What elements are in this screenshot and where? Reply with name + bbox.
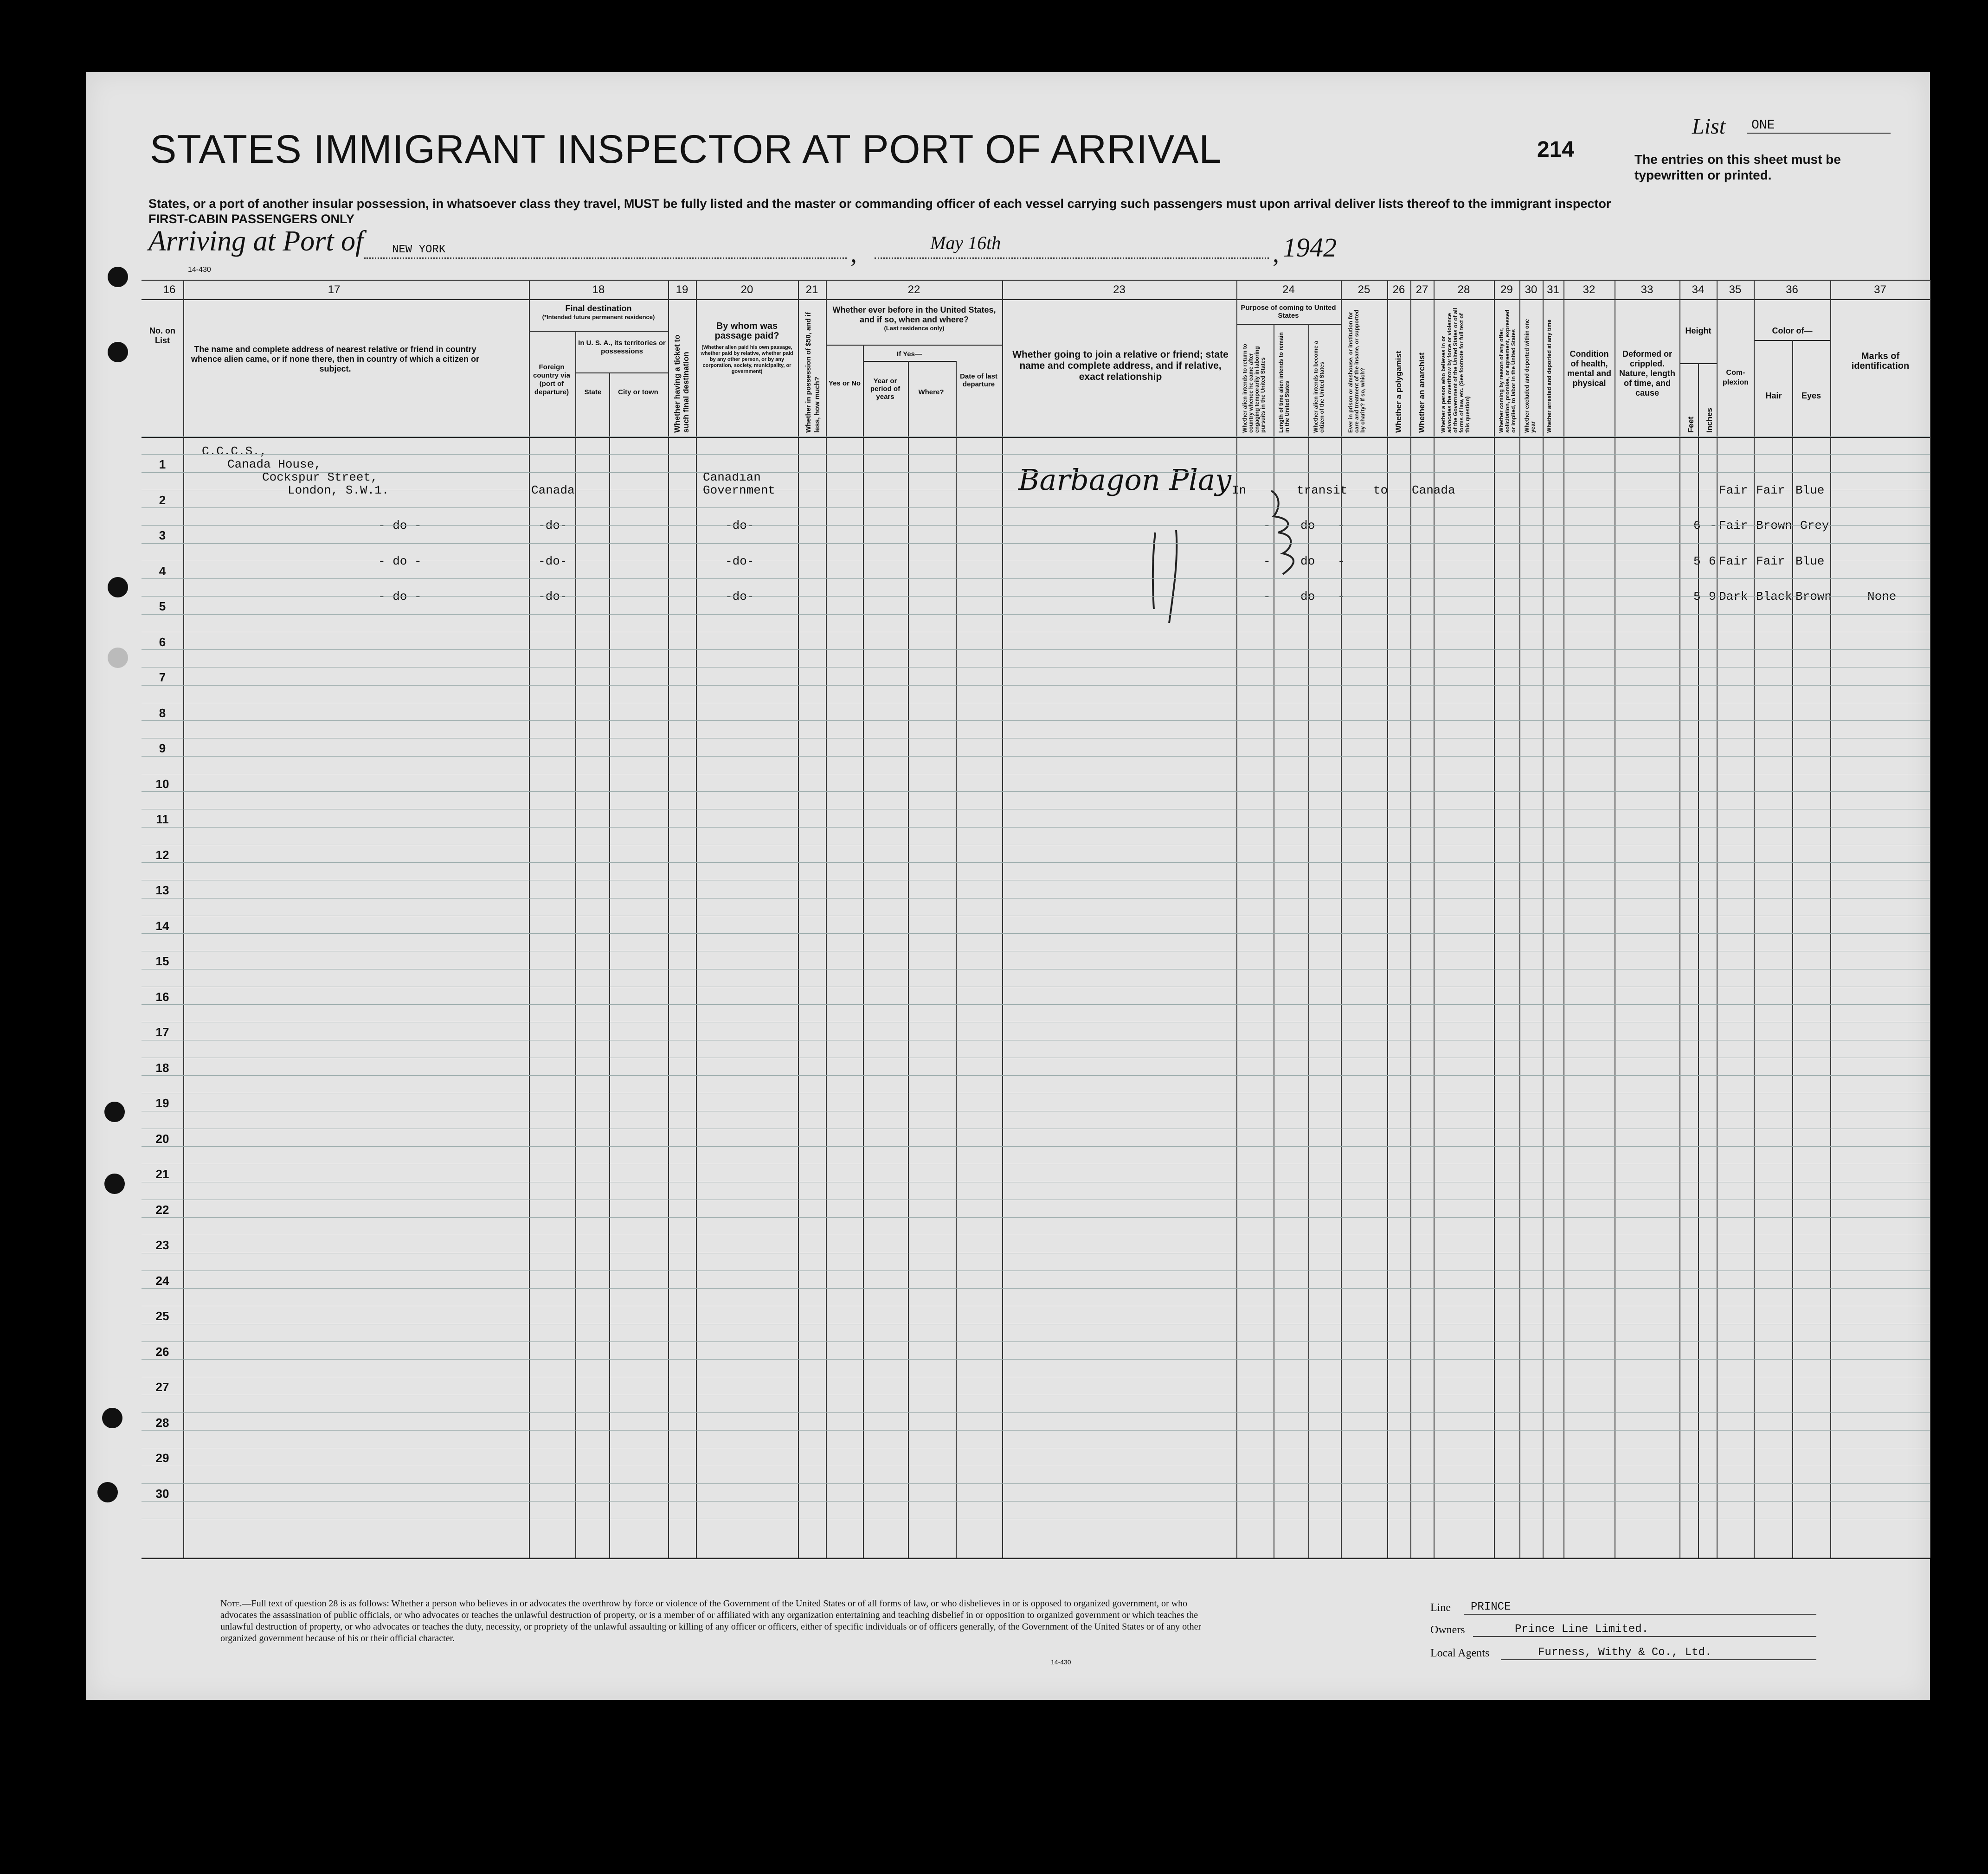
r1-foreign-country: Canada	[531, 483, 575, 497]
r4-marks: None	[1867, 590, 1897, 603]
r4-feet: 5	[1693, 590, 1701, 603]
column-divider	[668, 280, 669, 1558]
row-number: 21	[155, 1167, 169, 1181]
form-number: 14-430	[188, 266, 211, 274]
binding-hole	[108, 342, 128, 362]
header-anarchist: Whether an anarchist	[1417, 353, 1426, 433]
binding-hole	[97, 1482, 118, 1502]
r4-paid-ditto: -do-	[725, 590, 754, 603]
agents-value: Furness, Withy & Co., Ltd.	[1538, 1646, 1712, 1659]
subheading	[148, 196, 1679, 227]
header-where: Where?	[918, 388, 944, 396]
row-number: 22	[155, 1202, 169, 1217]
r2-dash-2: -	[1338, 519, 1345, 533]
row-rule	[142, 1004, 1930, 1005]
col-num-32: 32	[1583, 283, 1596, 296]
row-number: 25	[155, 1309, 169, 1323]
column-divider	[609, 372, 610, 1558]
r2-dash-1: -	[1263, 519, 1271, 533]
column-divider	[529, 280, 530, 1558]
column-divider	[1930, 280, 1931, 1558]
row-rule	[142, 1483, 1930, 1484]
column-divider	[798, 280, 799, 1558]
owners-value: Prince Line Limited.	[1515, 1623, 1649, 1636]
header-ever-before	[827, 305, 1001, 332]
header-in-usa: In U. S. A., its territories or possessions	[578, 339, 666, 355]
header-ever-before-note: (Last residence only)	[884, 325, 945, 332]
manifest-sheet	[86, 72, 1930, 1700]
header-eyes: Eyes	[1801, 391, 1821, 400]
row-number: 15	[155, 954, 169, 968]
row-number: 10	[155, 777, 169, 791]
row-rule	[142, 1501, 1930, 1502]
comma-separator: ,	[1273, 239, 1279, 268]
header-ticket: Whether having a ticket to such final destination	[673, 334, 690, 433]
page-title: STATES IMMIGRANT INSPECTOR AT PORT OF ARRIVAL	[150, 127, 1222, 172]
col-num-37: 37	[1874, 283, 1886, 296]
column-divider	[575, 331, 576, 1558]
row-rule	[142, 685, 1930, 686]
row-number: 1	[159, 457, 166, 471]
r3-eyes: Blue	[1795, 554, 1825, 568]
col-num-23: 23	[1113, 283, 1126, 296]
comma-separator: ,	[850, 239, 857, 268]
col-num-35: 35	[1729, 283, 1742, 296]
r2-paid-ditto: -do-	[725, 519, 754, 533]
row-number: 19	[155, 1096, 169, 1110]
r3-country-ditto: -do-	[538, 554, 567, 568]
row-number: 12	[155, 847, 169, 862]
list-label: List	[1692, 114, 1726, 139]
row-rule	[142, 596, 1930, 597]
r2-hair: Brown	[1756, 519, 1793, 533]
row-rule	[142, 525, 1930, 526]
header-final-destination-text: Final destination	[565, 304, 632, 313]
row-rule	[142, 720, 1930, 721]
col-num-18: 18	[592, 283, 605, 296]
subheading-text: States, or a port of another insular possession, in whatsoever class they travel, MUST be fully listed and the master or commanding officer of each vessel carrying such passengers must upon arrival deliver lists thereof to the immigrant inspector	[148, 197, 1611, 211]
column-divider	[1830, 280, 1831, 1558]
row-rule	[142, 543, 1930, 544]
binding-hole	[104, 1102, 125, 1122]
header-state: State	[584, 388, 602, 396]
col-num-26: 26	[1392, 283, 1405, 296]
col-num-16: 16	[163, 283, 176, 296]
header-length-of-time: Length of time alien intends to remain in the United States	[1278, 332, 1290, 433]
col-num-22: 22	[907, 283, 920, 296]
row-number: 8	[159, 706, 166, 720]
header-complexion: Com-plexion	[1722, 369, 1749, 386]
table-bottom-rule	[142, 1558, 1930, 1559]
rule-c24-sub	[1236, 324, 1341, 325]
line-underline	[1464, 1614, 1816, 1615]
header-prison: Ever in prison or almshouse, or institution for care and treatment of the insane, or supported by charity? If so, which?	[1347, 309, 1366, 433]
rule-c22-ifyes	[863, 361, 956, 362]
row-rule	[142, 649, 1930, 650]
handwritten-annotation: Barbagon Play	[1018, 463, 1232, 497]
row-rule	[142, 614, 1930, 615]
column-divider	[1754, 280, 1755, 1558]
header-deported: Whether arrested and deported at any time	[1546, 319, 1552, 433]
header-height: Height	[1685, 326, 1711, 335]
header-health: Condition of health, mental and physical	[1567, 349, 1612, 388]
row-number: 28	[155, 1415, 169, 1430]
column-divider	[1236, 280, 1237, 1558]
column-divider	[1002, 280, 1003, 1558]
header-overthrow: Whether a person who believes in or advocates the overthrow by force or violence of the Government of the United States or of all forms of law, etc. (See footnote for full text of this question)	[1440, 308, 1471, 433]
col-num-34: 34	[1692, 283, 1705, 296]
row-number: 26	[155, 1344, 169, 1359]
row-number: 11	[156, 812, 169, 826]
column-divider	[826, 280, 827, 1558]
arrival-date: May 16th	[930, 232, 1001, 253]
line-label: Line	[1430, 1602, 1451, 1614]
r1-in: In	[1232, 483, 1247, 497]
owners-underline	[1473, 1636, 1816, 1637]
column-divider	[1519, 280, 1520, 1558]
col-num-21: 21	[805, 283, 818, 296]
column-number-rule	[142, 299, 1930, 300]
col-num-27: 27	[1415, 283, 1428, 296]
row-number: 20	[155, 1131, 169, 1146]
date-line	[875, 257, 1269, 259]
header-final-destination-note: (*Intended future permanent residence)	[542, 314, 655, 321]
r1-address-line-3: Cockspur Street,	[262, 470, 378, 484]
r2-feet: 6	[1693, 519, 1701, 533]
binding-hole	[104, 1174, 125, 1194]
port-line	[364, 257, 847, 259]
r3-address-ditto: - do -	[378, 554, 422, 568]
port-value: NEW YORK	[392, 244, 446, 256]
r2-eyes: Grey	[1800, 519, 1829, 533]
manifest-table	[142, 280, 1930, 1555]
table-top-rule	[142, 280, 1930, 281]
column-divider	[1698, 363, 1699, 1558]
page-number: 214	[1537, 137, 1575, 162]
rule-c22-sub	[826, 345, 1002, 346]
row-rule	[142, 1412, 1930, 1413]
row-rule	[142, 933, 1930, 934]
row-rule	[142, 1359, 1930, 1360]
row-number: 5	[159, 599, 166, 613]
header-labor-offer: Whether coming by reason of any offer, solicitation, promise, or agreement, expressed or implied, to labor in the United States	[1498, 309, 1517, 433]
r3-hair: Fair	[1756, 554, 1785, 568]
col-num-24: 24	[1282, 283, 1295, 296]
list-value: ONE	[1747, 118, 1891, 134]
r4-hair: Black	[1756, 590, 1793, 603]
header-polygamist: Whether a polygamist	[1394, 351, 1403, 433]
r4-country-ditto: -do-	[538, 590, 567, 603]
r1-complexion: Fair	[1719, 483, 1748, 497]
header-marks: Marks of identification	[1851, 351, 1910, 371]
r3-inches: 6	[1709, 554, 1716, 568]
row-rule	[142, 454, 1930, 455]
row-number: 4	[159, 564, 166, 578]
col-num-25: 25	[1358, 283, 1370, 296]
row-rule	[142, 862, 1930, 863]
r2-country-ditto: -do-	[538, 519, 567, 533]
row-rule	[142, 1075, 1930, 1076]
rule-c18-sub	[529, 331, 668, 332]
class-note: FIRST-CABIN PASSENGERS ONLY	[148, 212, 355, 226]
header-nearest-relative: The name and complete address of nearest relative or friend in country whence alien came, or if none there, then in country of which a citizen or subject.	[191, 345, 480, 373]
header-ever-before-text: Whether ever before in the United States, and if so, when and where?	[832, 305, 996, 324]
r2-inches: -	[1710, 519, 1717, 533]
binding-hole	[102, 1408, 122, 1428]
r2-address-ditto: - do -	[378, 519, 422, 533]
header-year-or-period: Year or period of years	[870, 377, 901, 401]
row-rule	[142, 1146, 1930, 1147]
col-num-31: 31	[1547, 283, 1559, 296]
row-number: 3	[159, 528, 166, 542]
r4-complexion: Dark	[1719, 590, 1748, 603]
arriving-label: Arriving at Port of	[148, 225, 364, 257]
col-num-28: 28	[1457, 283, 1470, 296]
footnote	[220, 1598, 1222, 1644]
column-divider	[1341, 280, 1342, 1558]
column-divider	[1494, 280, 1495, 1558]
row-rule	[142, 1430, 1930, 1431]
header-final-destination	[529, 304, 668, 321]
agents-underline	[1501, 1659, 1816, 1660]
row-number: 14	[155, 918, 169, 933]
r1-paid-line-2: Government	[703, 483, 776, 497]
column-divider	[1387, 280, 1388, 1558]
row-rule	[142, 791, 1930, 792]
header-color-of: Color of—	[1772, 326, 1813, 335]
col-num-19: 19	[676, 283, 688, 296]
col-num-33: 33	[1641, 283, 1653, 296]
r4-dash-1: -	[1263, 590, 1271, 603]
header-passage-paid	[698, 321, 796, 375]
row-number: 18	[155, 1060, 169, 1075]
row-rule	[142, 1341, 1930, 1342]
r1-destination: Canada	[1412, 483, 1455, 497]
binding-hole	[108, 267, 128, 287]
column-divider	[908, 361, 909, 1558]
col-num-29: 29	[1500, 283, 1513, 296]
row-rule	[142, 472, 1930, 473]
column-divider	[1717, 280, 1718, 1558]
row-number: 6	[159, 635, 166, 649]
r1-hair: Fair	[1756, 483, 1785, 497]
header-no-on-list: No. on List	[149, 326, 175, 345]
row-number: 27	[155, 1380, 169, 1394]
row-rule	[142, 756, 1930, 757]
col-num-36: 36	[1786, 283, 1798, 296]
header-city-or-town: City or town	[618, 388, 658, 396]
row-number: 7	[159, 670, 166, 684]
line-value: PRINCE	[1471, 1601, 1511, 1613]
header-passage-paid-note: (Whether alien paid his own passage, whether paid by relative, whether paid by any other person, or by any corporation, society, municipality, or government)	[701, 345, 793, 374]
column-divider	[1308, 324, 1309, 1558]
footer-form-number: 14-430	[1051, 1658, 1071, 1666]
row-number: 9	[159, 741, 166, 755]
header-purpose: Purpose of coming to United States	[1241, 304, 1336, 320]
typewritten-instruction: The entries on this sheet must be typewritten or printed.	[1634, 152, 1841, 182]
owners-label: Owners	[1430, 1624, 1465, 1636]
r4-eyes: Brown	[1795, 590, 1832, 603]
row-rule	[142, 436, 1930, 437]
r3-paid-ditto: -do-	[725, 554, 754, 568]
row-number: 24	[155, 1273, 169, 1288]
row-rule	[142, 1288, 1930, 1289]
row-rule	[142, 827, 1930, 828]
col-num-20: 20	[740, 283, 753, 296]
row-number: 2	[159, 493, 166, 507]
rule-c18-usa	[575, 372, 668, 373]
header-return-intent: Whether alien intends to return to country whence he came after engaging temporarily in laboring pursuits in the United States	[1242, 343, 1266, 433]
row-number: 30	[155, 1486, 169, 1501]
row-number: 29	[155, 1451, 169, 1465]
r4-address-ditto: - do -	[378, 590, 422, 603]
header-citizen-intent: Whether alien intends to become a citizen of the United States	[1312, 340, 1325, 433]
header-if-yes: If Yes—	[897, 350, 922, 358]
row-rule	[142, 507, 1930, 508]
header-feet: Feet	[1686, 417, 1695, 433]
header-passage-paid-text: By whom was passage paid?	[714, 321, 779, 341]
row-rule	[142, 1217, 1930, 1218]
r1-to: to	[1373, 483, 1388, 497]
column-divider	[956, 361, 957, 1558]
r3-feet: 5	[1693, 554, 1701, 568]
header-join-relative: Whether going to join a relative or friend; state name and complete address, and if relative, exact relationship	[1012, 349, 1229, 382]
r1-address-line-2: Canada House,	[227, 457, 322, 471]
footnote-label: Note.	[220, 1598, 242, 1609]
row-number: 23	[155, 1238, 169, 1252]
r4-inches: 9	[1709, 590, 1716, 603]
handwritten-strokes	[1004, 484, 1422, 632]
r3-complexion: Fair	[1719, 554, 1748, 568]
column-divider	[183, 280, 184, 1558]
r1-address-line-4: London, S.W.1.	[288, 483, 389, 497]
r3-do: do	[1300, 554, 1315, 568]
column-divider	[1792, 340, 1793, 1558]
column-divider	[1543, 280, 1544, 1558]
header-excluded: Whether excluded and deported within one year	[1524, 319, 1536, 433]
header-yes-or-no: Yes or No	[828, 379, 861, 387]
row-number: 17	[155, 1025, 169, 1039]
r2-complexion: Fair	[1719, 519, 1748, 533]
column-divider	[696, 280, 697, 1558]
col-num-17: 17	[328, 283, 341, 296]
header-fifty-dollars: Whether in possession of $50, and if less, how much?	[804, 312, 821, 433]
r1-paid-line-1: Canadian	[703, 470, 761, 484]
agents-label: Local Agents	[1430, 1647, 1490, 1659]
row-number: 13	[155, 883, 169, 897]
header-hair: Hair	[1765, 391, 1782, 400]
arrival-year: 1942	[1283, 232, 1337, 263]
r3-dash-1: -	[1263, 554, 1271, 568]
col-num-30: 30	[1525, 283, 1538, 296]
r1-eyes: Blue	[1795, 483, 1825, 497]
column-divider	[1563, 280, 1564, 1558]
r2-do: do	[1300, 519, 1315, 533]
binding-hole	[108, 648, 128, 668]
r3-dash-2: -	[1338, 554, 1345, 568]
binding-hole	[108, 577, 128, 597]
column-divider	[1434, 280, 1435, 1558]
header-deformed: Deformed or crippled. Nature, length of time, and cause	[1619, 349, 1675, 398]
footnote-text: —Full text of question 28 is as follows: Whether a person who believes in or advocates the overthrow by force or violence of the Government of the United States or of all forms of law, or who disbelieves in or is opposed to organized government, or who advocates the assassination of public officials, or who advocates or teaches the unlawful destruction of property, or is a member of or affiliated with any organization entertaining and teaching disbelief in or opposition to organized government or which teaches the unlawful destruction of property, or who advocates or teaches the duty, necessity, or propriety of the unlawful assaulting or killing of any officer or officers, either of specific individuals or of officers generally, of the Government of the United States or of any other organized government because of his or their official character.	[220, 1598, 1202, 1643]
r1-address-line-1: C.C.C.S.,	[202, 444, 267, 458]
r1-transit: transit	[1297, 483, 1348, 497]
r4-do: do	[1300, 590, 1315, 603]
header-inches: Inches	[1705, 408, 1714, 433]
row-rule	[142, 578, 1930, 579]
header-foreign-country: Foreign country via (port of departure)	[533, 363, 571, 396]
column-divider	[1679, 280, 1680, 1558]
r4-dash-2: -	[1338, 590, 1345, 603]
header-last-departure: Date of last departure	[960, 372, 997, 388]
row-number: 16	[155, 989, 169, 1004]
column-divider	[1410, 280, 1411, 1558]
